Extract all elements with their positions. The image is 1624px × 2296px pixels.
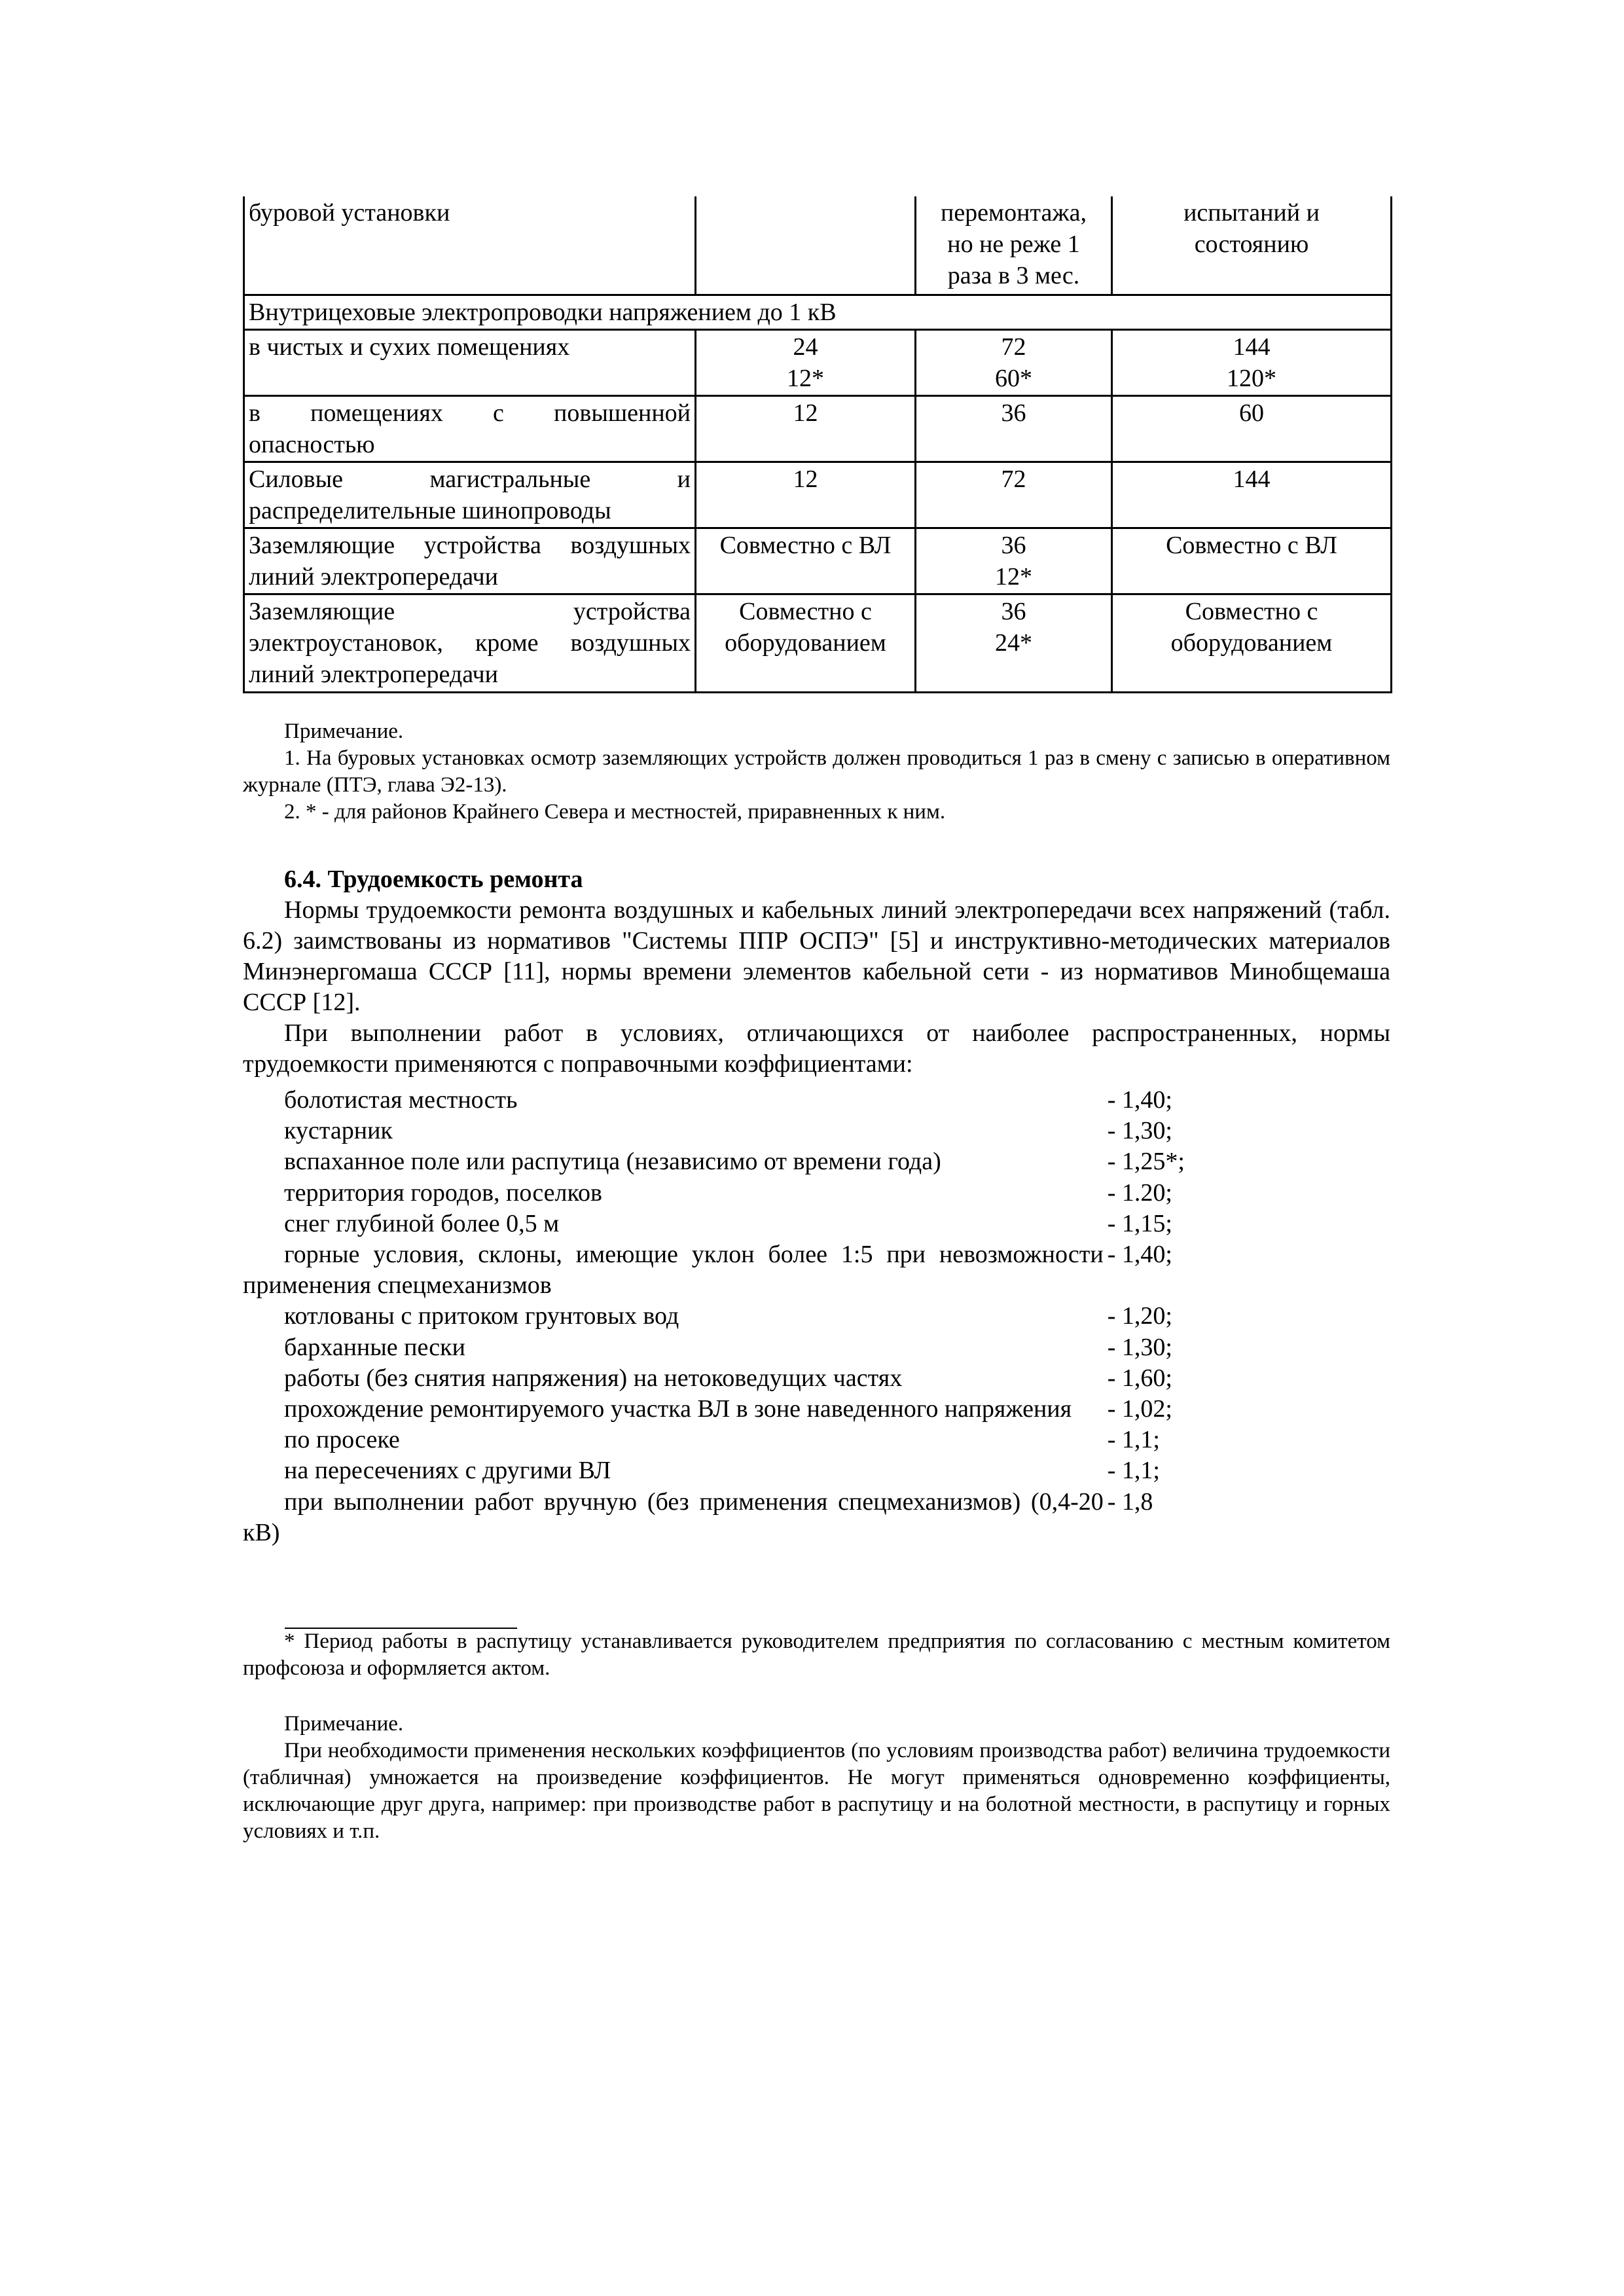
cell-col2: 36 12* xyxy=(916,528,1112,594)
coef-value: - 1,02; xyxy=(1107,1395,1172,1423)
coef-value: - 1,15; xyxy=(1107,1209,1172,1237)
cell-col3: 144 xyxy=(1112,462,1392,528)
note-title: Примечание. xyxy=(284,1712,404,1736)
cell-col1: 24 12* xyxy=(696,329,916,395)
list-item xyxy=(243,1116,1225,1146)
coef-value: - 1,40; xyxy=(1107,1241,1172,1269)
cell-col2: 72 xyxy=(916,462,1112,528)
list-item xyxy=(243,1301,1225,1332)
list-item xyxy=(243,1455,1225,1486)
cell-col2: 72 60* xyxy=(916,329,1112,395)
row-name: Заземляющие устройства электроустановок, кроме воздушных линий электропередачи xyxy=(244,594,696,692)
coef-label: горные условия, склоны, имеющие уклон более 1:5 при невозможности применения спецмеханизмов xyxy=(243,1241,1104,1300)
cell-col1: 12 xyxy=(696,462,916,528)
list-item xyxy=(243,1487,1225,1548)
list-item xyxy=(243,1332,1225,1363)
table-row xyxy=(244,395,1392,462)
note-text: При необходимости применения нескольких коэффициентов (по условиям производства работ) величина трудоемкости (табличная) умножается на произведение коэффициентов. Не могут применяться одновременно коэффициенты, исключающие друг друга, например: при производстве работ в распутицу и на болотной местности, в распутицу и горных условиях и т.п. xyxy=(243,1739,1390,1843)
note-title: Примечание. xyxy=(284,720,404,743)
table-row xyxy=(244,528,1392,594)
cell-col2: 36 24* xyxy=(916,594,1112,692)
list-item xyxy=(243,1146,1225,1177)
list-item xyxy=(243,1239,1225,1301)
coef-value: - 1,25*; xyxy=(1107,1148,1185,1176)
row-name: Силовые магистральные и распределительные шинопроводы xyxy=(244,462,696,528)
coef-label: котлованы с притоком грунтовых вод xyxy=(284,1302,679,1330)
coef-value: - 1,30; xyxy=(1107,1333,1172,1361)
table-row xyxy=(244,196,1392,295)
coef-value: - 1,20; xyxy=(1107,1302,1172,1330)
list-item xyxy=(243,1085,1225,1116)
coef-value: - 1,1; xyxy=(1107,1426,1160,1454)
cell-col1 xyxy=(696,196,916,295)
coef-label: при выполнении работ вручную (без применения спецмеханизмов) (0,4-20 кВ) xyxy=(243,1487,1104,1546)
cell-col3: 144 120* xyxy=(1112,329,1392,395)
footnote xyxy=(243,1628,1390,1682)
cell-col3: испытаний и состоянию xyxy=(1112,196,1392,295)
coef-label: снег глубиной более 0,5 м xyxy=(284,1209,560,1237)
section-6-4 xyxy=(243,864,1390,1080)
coefficient-list xyxy=(243,1085,1225,1548)
row-name: в помещениях с повышенной опасностью xyxy=(244,395,696,462)
list-item xyxy=(243,1425,1225,1455)
maintenance-period-table xyxy=(243,196,1392,693)
coef-value: - 1,1; xyxy=(1107,1457,1160,1485)
coef-value: - 1,60; xyxy=(1107,1364,1172,1392)
table-note xyxy=(243,718,1390,826)
coef-label: работы (без снятия напряжения) на нетоковедущих частях xyxy=(284,1364,903,1392)
cell-col3: 60 xyxy=(1112,395,1392,462)
final-note xyxy=(243,1711,1390,1845)
cell-col2: перемонтажа, но не реже 1 раза в 3 мес. xyxy=(916,196,1112,295)
list-item xyxy=(243,1363,1225,1394)
list-item xyxy=(243,1209,1225,1239)
cell-col3: Совместно с оборудованием xyxy=(1112,594,1392,692)
paragraph: При выполнении работ в условиях, отличающихся от наиболее распространенных, нормы трудоемкости применяются с поправочными коэффициентами: xyxy=(243,1019,1390,1078)
list-item xyxy=(243,1178,1225,1209)
coef-label: по просеке xyxy=(284,1426,400,1454)
paragraph: Нормы трудоемкости ремонта воздушных и кабельных линий электропередачи всех напряжений (табл. 6.2) заимствованы из нормативов "Системы ППР ОСПЭ" [5] и инструктивно-методических материалов Минэнергомаша СССР [11], нормы времени элементов кабельной сети - из нормативов Минобщемаша СССР [12]. xyxy=(243,896,1390,1016)
coef-label: кустарник xyxy=(284,1117,393,1145)
cell-col1: 12 xyxy=(696,395,916,462)
section-title: Внутрицеховые электропроводки напряжением до 1 кВ xyxy=(244,295,1392,329)
coef-label: на пересечениях с другими ВЛ xyxy=(284,1457,611,1485)
table-section-row xyxy=(244,295,1392,329)
cell-col1: Совместно с ВЛ xyxy=(696,528,916,594)
coef-value: - 1,40; xyxy=(1107,1086,1172,1114)
cell-col1: Совместно с оборудованием xyxy=(696,594,916,692)
coef-value: - 1.20; xyxy=(1107,1178,1172,1207)
cell-col3: Совместно с ВЛ xyxy=(1112,528,1392,594)
cell-col2: 36 xyxy=(916,395,1112,462)
table-row xyxy=(244,594,1392,692)
coef-label: территория городов, поселков xyxy=(284,1178,602,1207)
table-row xyxy=(244,329,1392,395)
footnote-text: * Период работы в распутицу устанавливается руководителем предприятия по согласованию с местным комитетом профсоюза и оформляется актом. xyxy=(243,1630,1390,1680)
coef-label: прохождение ремонтируемого участка ВЛ в зоне наведенного напряжения xyxy=(284,1395,1072,1423)
row-name: Заземляющие устройства воздушных линий электропередачи xyxy=(244,528,696,594)
coef-value: - 1,8 xyxy=(1107,1487,1153,1516)
row-name: буровой установки xyxy=(244,196,696,295)
coef-label: болотистая местность xyxy=(284,1086,518,1114)
section-heading: 6.4. Трудоемкость ремонта xyxy=(284,866,583,893)
row-name: в чистых и сухих помещениях xyxy=(244,329,696,395)
coef-label: вспаханное поле или распутица (независимо от времени года) xyxy=(284,1148,941,1176)
coef-label: барханные пески xyxy=(284,1333,465,1361)
coef-value: - 1,30; xyxy=(1107,1117,1172,1145)
list-item xyxy=(243,1394,1225,1425)
table-row xyxy=(244,462,1392,528)
note-item: 2. * - для районов Крайнего Севера и местностей, приравненных к ним. xyxy=(284,800,946,824)
note-item: 1. На буровых установках осмотр заземляющих устройств должен проводиться 1 раз в смену с записью в оперативном журнале (ПТЭ, глава Э2-13). xyxy=(243,746,1390,797)
